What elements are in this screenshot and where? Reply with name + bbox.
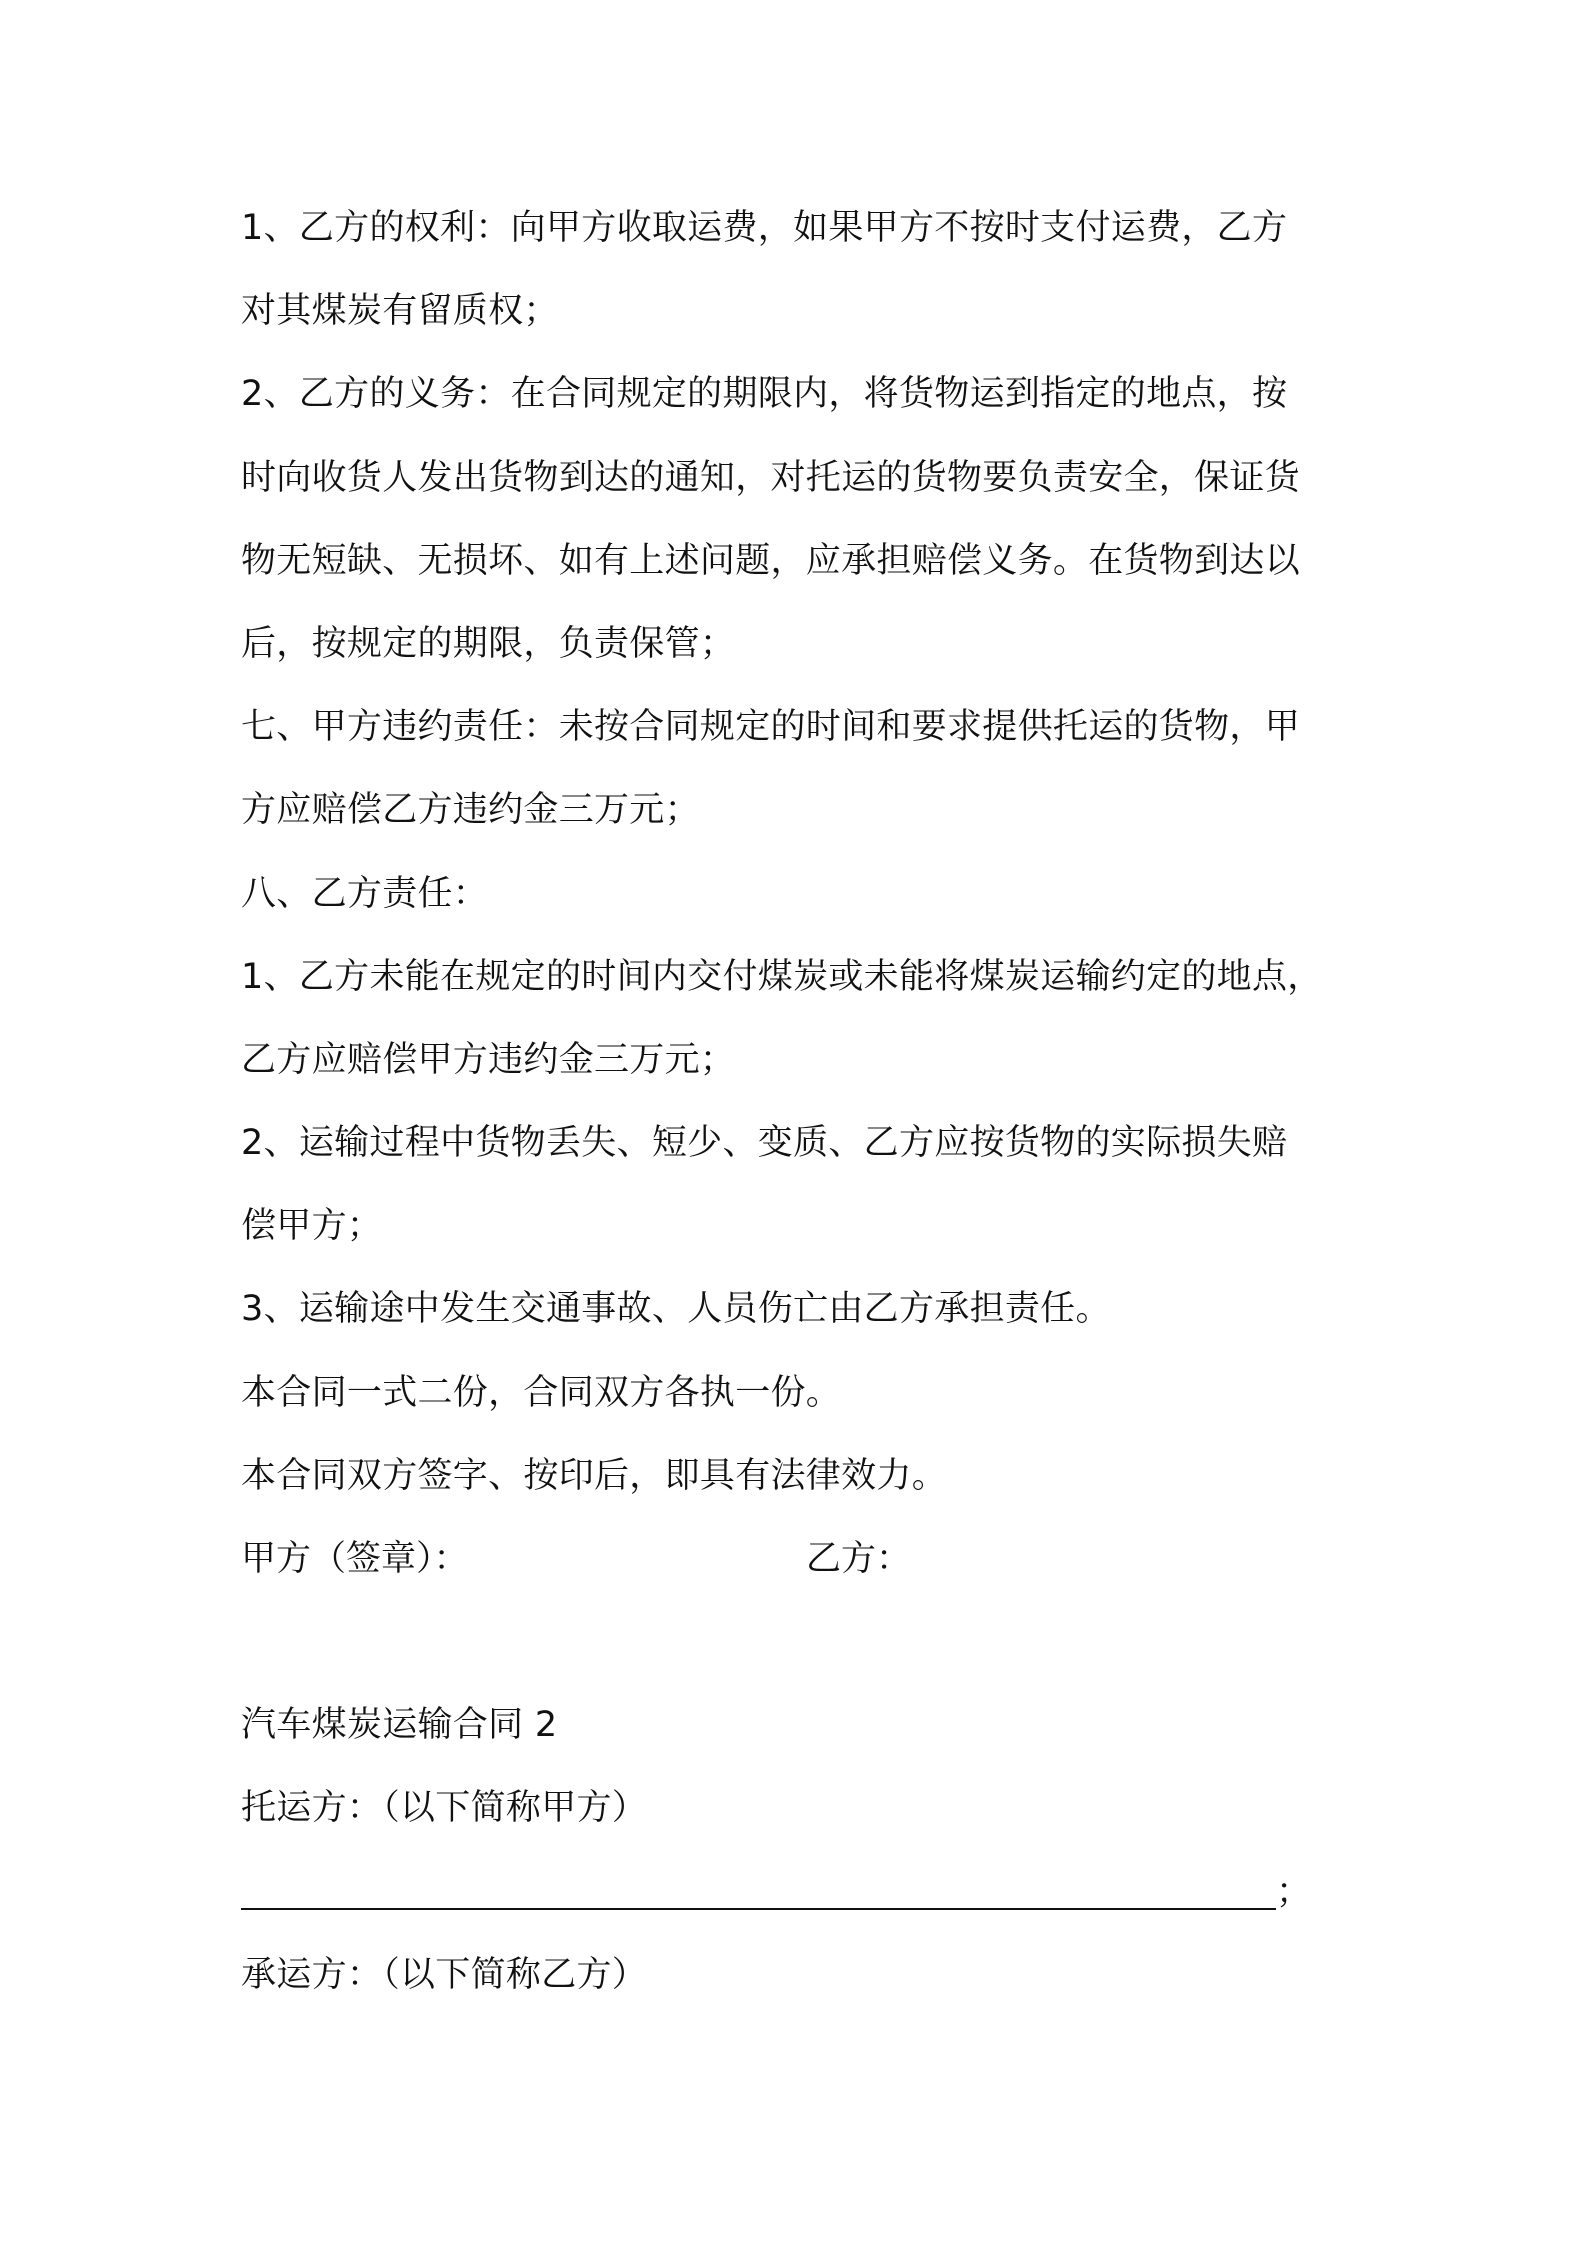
paragraph-line: 七、甲方违约责任：未按合同规定的时间和要求提供托运的货物，甲 [241, 707, 1301, 748]
shipper-blank-row [241, 1864, 1391, 1947]
blank-terminator: ； [1276, 1871, 1312, 1912]
paragraph-line: 后，按规定的期限，负责保管； [241, 623, 736, 664]
document-body [241, 200, 1391, 2030]
paragraph-line: 时向收货人发出货物到达的通知，对托运的货物要负责安全，保证货 [241, 457, 1301, 498]
paragraph-line: 乙方应赔偿甲方违约金三万元； [241, 1039, 736, 1080]
paragraph-line: 物无短缺、无损坏、如有上述问题，应承担赔偿义务。在货物到达以 [241, 540, 1301, 581]
shipper-label: 托运方：（以下简称甲方） [241, 1788, 648, 1829]
paragraph-line: 2、乙方的义务：在合同规定的期限内，将货物运到指定的地点，按 [241, 374, 1288, 415]
paragraph-line: 3、运输途中发生交通事故、人员伤亡由乙方承担责任。 [241, 1289, 1111, 1330]
party-b-signature-label: 乙方： [806, 1539, 912, 1579]
paragraph-line: 1、乙方未能在规定的时间内交付煤炭或未能将煤炭运输约定的地点， [241, 956, 1323, 997]
carrier-label: 承运方：（以下简称乙方） [241, 1954, 648, 1995]
paragraph-line: 对其煤炭有留质权； [241, 291, 559, 332]
paragraph-line: 1、乙方的权利：向甲方收取运费，如果甲方不按时支付运费，乙方 [241, 208, 1288, 248]
spacer [241, 1614, 1391, 1697]
section-heading: 八、乙方责任： [241, 873, 489, 914]
shipper-blank-line [241, 1864, 1276, 1910]
paragraph-line: 本合同一式二份，合同双方各执一份。 [241, 1372, 842, 1413]
paragraph-line: 方应赔偿乙方违约金三万元； [241, 790, 700, 831]
party-a-signature-label: 甲方（签章）： [241, 1539, 469, 1579]
signature-row [241, 1531, 1391, 1614]
contract-title: 汽车煤炭运输合同 2 [241, 1705, 558, 1746]
paragraph-line: 本合同双方签字、按印后，即具有法律效力。 [241, 1455, 948, 1496]
paragraph-line: 2、运输过程中货物丢失、短少、变质、乙方应按货物的实际损失赔 [241, 1123, 1288, 1164]
paragraph-line: 偿甲方； [241, 1206, 383, 1247]
